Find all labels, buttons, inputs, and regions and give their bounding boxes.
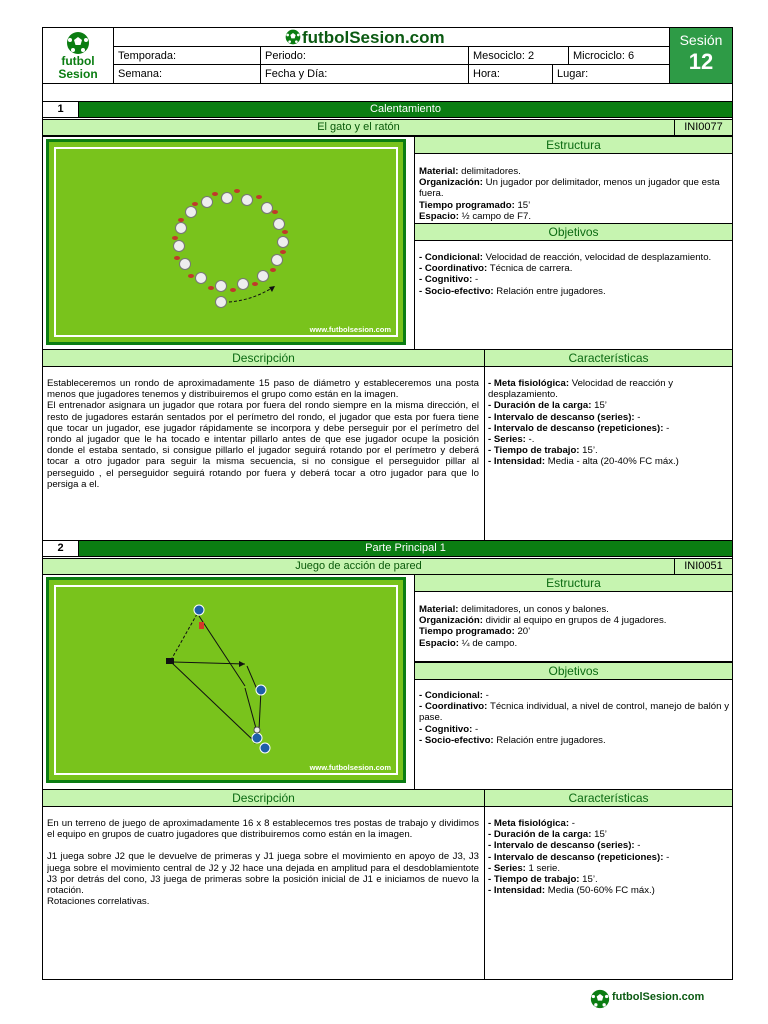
exercise-1-descripcion-title: Descripción (42, 349, 485, 367)
footer-site: futbolSesion.com (612, 991, 705, 1003)
exercise-1-diagram (49, 142, 403, 342)
logo-text-futbol: futbol (61, 54, 95, 68)
exercise-2-objetivos-title: Objetivos (414, 662, 733, 680)
football-icon (285, 29, 301, 45)
session-box (669, 27, 733, 84)
exercise-2-diagram-cell (42, 574, 415, 790)
exercise-2-code: INI0051 (674, 558, 733, 575)
microciclo-field[interactable]: Microciclo: 6 (568, 46, 670, 65)
exercise-2-estructura-title: Estructura (414, 574, 733, 592)
estructura-label: Espacio: (419, 210, 459, 222)
logo-cell (42, 27, 114, 84)
exercise-1-code: INI0077 (674, 119, 733, 136)
exercise-1-estructura-text: Material: delimitadores. Organización: Un jugador por delimitador, menos un jugador que esta fuera. Tiempo programado: 15’ Espacio: ½ campo de F7. (419, 166, 720, 222)
site-title: futbolSesion.com (302, 28, 445, 47)
exercise-2-descripcion-text: En un terreno de juego de aproximadamente 16 x 8 establecemos tres postas de trabajo y dividimos el equipo en grupos de cuatro jugadores que distribuiremos como están en la imagen. J1 juega sobre J2 que le devuelve de primeras y J1 juega sobre el movimiento en apoyo de J3, J3 juega sobre el movimiento central de J2 y J2 hace una dejada en amplitud para el desdoblamientote J3 por detrás del cono, J3 juega de primeras sobre la posición inicial de J1 e iniciamos de nuevo la rotación. Rotaciones correlativas. (47, 818, 479, 908)
estructura-label: Tiempo programado: (419, 199, 515, 211)
exercise-1-objetivos-title: Objetivos (414, 223, 733, 241)
exercise-1-caracteristicas-title: Características (484, 349, 733, 367)
exercise-2-diagram (49, 580, 403, 780)
exercise-1-objetivos-text: - Condicional: Velocidad de reacción, velocidad de desplazamiento. - Coordinativo: Técnica de carrera. - Cognitivo: - - Socio-efectivo: Relación entre jugadores. (419, 252, 712, 297)
mesociclo-field[interactable]: Mesociclo: 2 (468, 46, 569, 65)
exercise-2-caracteristicas-text: - Meta fisiológica: - - Duración de la carga: 15’ - Intervalo de descanso (series): - - Intervalo de descanso (repeticiones): - - Series: 1 serie. - Tiempo de trabajo: 15’. - Intensidad: Media (50-60% FC máx.) (488, 818, 670, 897)
exercise-2-number: 2 (42, 540, 79, 557)
estructura-label: Organización: (419, 177, 483, 189)
fecha-field[interactable]: Fecha y Día: (260, 64, 469, 84)
temporada-field[interactable]: Temporada: (113, 46, 261, 65)
exercise-1-field (46, 139, 406, 345)
exercise-1-name: El gato y el ratón (42, 119, 675, 136)
exercise-2-estructura-text: Material: delimitadores, un conos y balones. Organización: dividir al equipo en grupos de 4 jugadores. Tiempo programado: 20’ Espacio: ¼ de campo. (419, 604, 667, 649)
exercise-2-caracteristicas-title: Características (484, 789, 733, 807)
periodo-field[interactable]: Periodo: (260, 46, 469, 65)
logo-text-sesion: Sesion (58, 67, 98, 81)
exercise-2-name: Juego de acción de pared (42, 558, 675, 575)
exercise-2-watermark: www.futbolsesion.com (309, 763, 391, 772)
football-footer-icon (590, 989, 610, 1009)
site-title-cell (113, 27, 670, 47)
exercise-1-phase: Calentamiento (78, 101, 733, 118)
estructura-label: Material: (419, 166, 459, 177)
exercise-1-watermark: www.futbolsesion.com (309, 325, 391, 334)
footer-logo (590, 988, 730, 1010)
session-number: 12 (688, 49, 714, 74)
exercise-2-objetivos-text: - Condicional: - - Coordinativo: Técnica individual, a nivel de control, manejo de balón y pase. - Cognitivo: - - Socio-efectivo: Relación entre jugadores. (419, 690, 729, 746)
football-logo-icon (66, 31, 90, 55)
semana-field[interactable]: Semana: (113, 64, 261, 84)
session-label: Sesión (679, 32, 723, 48)
hora-field[interactable]: Hora: (468, 64, 553, 84)
exercise-1-diagram-cell (42, 136, 415, 350)
exercise-1-caracteristicas-text: - Meta fisiológica: Velocidad de reacción y desplazamiento. - Duración de la carga: 15’ - Intervalo de descanso (series): - - Intervalo de descanso (repeticiones): - - Series: -. - Tiempo de trabajo: 15’. - Intensidad: Media - alta (20-40% FC máx.) (488, 378, 679, 468)
exercise-2-phase: Parte Principal 1 (78, 540, 733, 557)
exercise-1-estructura-title: Estructura (414, 136, 733, 154)
exercise-2-field (46, 577, 406, 783)
lugar-field[interactable]: Lugar: (552, 64, 670, 84)
exercise-1-number: 1 (42, 101, 79, 118)
exercise-2-descripcion-title: Descripción (42, 789, 485, 807)
exercise-1-descripcion-text: Estableceremos un rondo de aproximadamente 15 paso de diámetro y estableceremos una posta menos que jugadores tenemos y distribuiremos el grupo como están en la imagen. El entrenador asignara un jugador que rotara por fuera del rondo siempre en la misma dirección, el resto de jugadores estarán sentados por el perímetro del rondo, el jugador que esta por fuera tiene que tocar un jugador, ese jugador rápidamente se incorpora y debe perseguir por el perímetro del rondo al jugador que le ha tocado e intentar pillarlo antes de que ese jugador ocupe la posición donde el estaba sentado, si consigue pillarlo el jugador seguirá rotando por el perímetro y deberá tocar a otro jugador para seguir la misma secuencia, si no consigue el perseguidor pillar al perseguido , el perseguidor seguirá rotando por fuera y deberá tocar a otro jugador para que lo persiga a el. (47, 378, 479, 490)
